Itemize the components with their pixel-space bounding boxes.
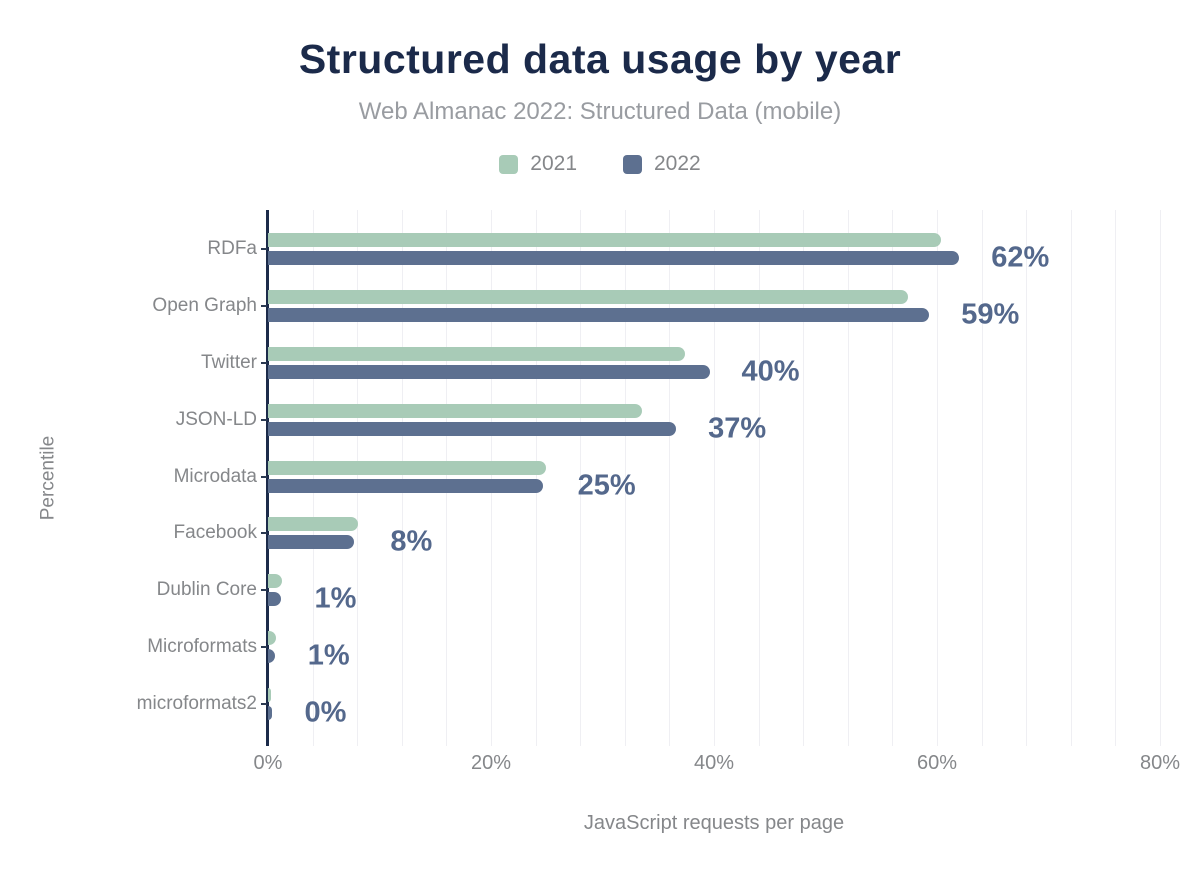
- legend-swatch-2021: [499, 155, 518, 174]
- bar-row-Microformats: [147, 618, 1160, 675]
- bar-row-Open Graph: [152, 278, 1160, 335]
- bar-2021-Twitter: [268, 347, 685, 361]
- category-label: JSON-LD: [175, 408, 257, 430]
- category-label: Dublin Core: [156, 579, 257, 601]
- value-label: 40%: [741, 355, 800, 388]
- x-axis-tick-label: 20%: [470, 752, 512, 774]
- value-label: 25%: [577, 469, 636, 502]
- bar-row-Dublin Core: [156, 562, 1160, 619]
- x-axis-tick-label: 60%: [916, 752, 958, 774]
- bar-2021-Microdata: [268, 461, 546, 475]
- bar-2021-Dublin Core: [268, 574, 282, 588]
- y-axis-tick: [261, 589, 267, 591]
- legend-label: 2021: [530, 152, 577, 175]
- plot-area: [136, 210, 1160, 746]
- y-axis-tick: [261, 476, 267, 478]
- bar-2022-Twitter: [268, 365, 710, 379]
- x-axis-tick-label: 80%: [1139, 752, 1181, 774]
- bar-2022-JSON-LD: [268, 422, 676, 436]
- bar-2021-microformats2: [268, 688, 271, 702]
- category-label: Facebook: [173, 522, 257, 544]
- bar-2021-RDFa: [268, 233, 941, 247]
- y-axis-tick: [261, 532, 267, 534]
- bar-2022-Microformats: [268, 649, 275, 663]
- bar-row-Twitter: [201, 335, 1160, 392]
- value-label: 37%: [708, 412, 767, 445]
- bar-2021-Facebook: [268, 517, 358, 531]
- gridline: [1160, 210, 1161, 746]
- legend: [0, 152, 1200, 176]
- category-label: Microdata: [173, 465, 257, 487]
- bar-2022-RDFa: [268, 251, 959, 265]
- category-label: Microformats: [147, 635, 257, 657]
- category-label: Twitter: [201, 351, 257, 373]
- bar-2021-Microformats: [268, 631, 276, 645]
- y-axis-tick: [261, 248, 267, 250]
- bar-2021-Open Graph: [268, 290, 908, 304]
- bar-row-JSON-LD: [175, 391, 1160, 448]
- y-axis-tick: [261, 703, 267, 705]
- bar-2021-JSON-LD: [268, 404, 642, 418]
- x-axis-title: JavaScript requests per page: [583, 812, 845, 834]
- legend-swatch-2022: [623, 155, 642, 174]
- y-axis-tick: [261, 419, 267, 421]
- chart-subtitle: Web Almanac 2022: Structured Data (mobile): [358, 98, 842, 125]
- bar-row-microformats2: [136, 675, 1160, 732]
- legend-item-2022[interactable]: [623, 152, 701, 176]
- category-label: RDFa: [207, 238, 257, 260]
- value-label: 59%: [961, 298, 1020, 331]
- legend-label: 2022: [654, 152, 701, 175]
- bar-2022-Microdata: [268, 479, 543, 493]
- value-label: 8%: [390, 525, 433, 558]
- y-axis-title: Percentile: [37, 435, 58, 521]
- chart-title: Structured data usage by year: [298, 36, 902, 82]
- category-label: microformats2: [136, 692, 257, 714]
- bar-rows: [136, 210, 1160, 746]
- y-axis-tick: [261, 362, 267, 364]
- x-axis-tick-label: 0%: [253, 752, 283, 774]
- y-axis-title-area: [0, 210, 96, 746]
- category-label: Open Graph: [152, 295, 257, 317]
- bar-2022-microformats2: [268, 706, 272, 720]
- bar-2022-Dublin Core: [268, 592, 281, 606]
- value-label: 1%: [307, 639, 350, 672]
- value-label: 62%: [991, 241, 1050, 274]
- value-label: 0%: [304, 696, 347, 729]
- y-axis-tick: [261, 305, 267, 307]
- x-axis-ticks: [253, 752, 1181, 778]
- x-axis-tick-label: 40%: [693, 752, 735, 774]
- bar-2022-Open Graph: [268, 308, 929, 322]
- bar-row-Microdata: [173, 448, 1160, 505]
- y-axis-tick: [261, 646, 267, 648]
- value-label: 1%: [314, 582, 357, 615]
- bar-2022-Facebook: [268, 535, 354, 549]
- legend-item-2021[interactable]: [499, 152, 577, 176]
- bar-row-RDFa: [207, 221, 1160, 278]
- bar-row-Facebook: [173, 505, 1160, 562]
